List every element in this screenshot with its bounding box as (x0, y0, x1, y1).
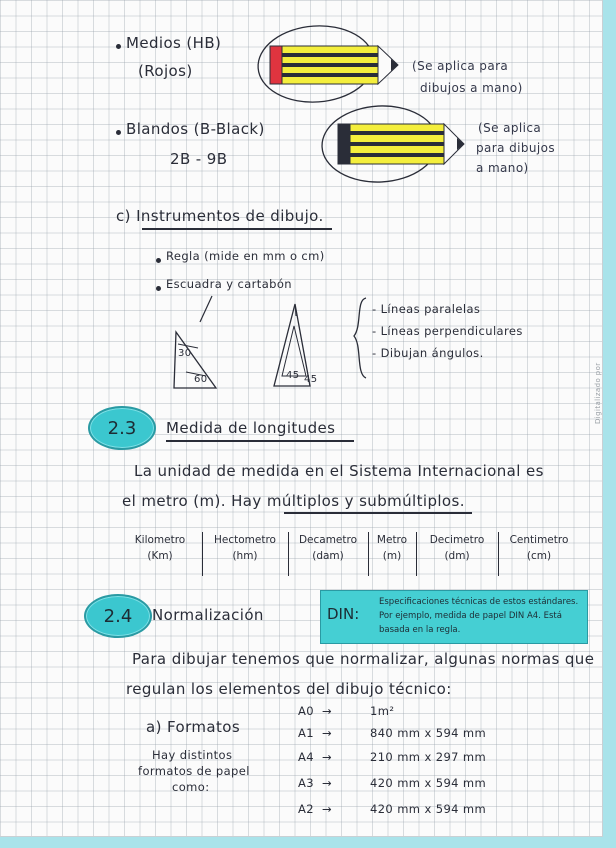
format-code: A2 (298, 802, 314, 816)
unit-abbr: (m) (382, 550, 402, 562)
bullet (116, 44, 121, 49)
use-angles: - Dibujan ángulos. (372, 346, 484, 360)
bullet (116, 130, 121, 135)
unit-cell (368, 532, 416, 576)
formatos-desc1: Hay distintos (152, 748, 233, 762)
bullet (156, 286, 161, 291)
arrow-icon: → (322, 776, 333, 790)
blandos-sub: 2B - 9B (170, 150, 228, 168)
arrow-icon: → (322, 726, 333, 740)
medios-sub: (Rojos) (138, 62, 193, 80)
unit-abbr: (hm) (232, 550, 258, 562)
unit-abbr: (dam) (312, 550, 344, 562)
formatos-desc3: como: (172, 780, 210, 794)
unit-abbr: (cm) (526, 550, 552, 562)
din-definition-box (320, 590, 588, 644)
multiples-underline (284, 512, 472, 514)
format-size: 210 mm x 297 mm (370, 750, 487, 764)
format-code: A1 (298, 726, 314, 740)
section23-line1: La unidad de medida en el Sistema Internacional es (134, 462, 544, 480)
arrow-icon: → (322, 704, 333, 718)
pencil-b-drawing (322, 104, 472, 184)
use-perpendicular: - Líneas perpendiculares (372, 324, 523, 338)
escuadra-text: Escuadra y cartabón (166, 277, 292, 291)
unit-cell (118, 532, 202, 576)
format-code: A0 (298, 704, 314, 718)
blandos-note-line2: para dibujos (476, 141, 555, 155)
unit-cell (416, 532, 498, 576)
section23-title: Medida de longitudes (166, 419, 336, 437)
curly-brace (350, 296, 370, 380)
side-watermark: Digitalizado por (594, 362, 602, 424)
format-size: 420 mm x 594 mm (370, 776, 487, 790)
unit-name: Decimetro (429, 534, 485, 546)
din-text: Especificaciones técnicas de estos estándares. Por ejemplo, medida de papel DIN A4. Está basada en la regla. (379, 597, 579, 635)
arrow-icon: → (322, 750, 333, 764)
medios-note-line2: dibujos a mano) (420, 81, 523, 95)
format-size: 840 mm x 594 mm (370, 726, 487, 740)
format-code: A4 (298, 750, 314, 764)
format-size: 1m² (370, 704, 395, 718)
unit-name: Centimetro (509, 534, 569, 546)
section-number-badge: 2.3 (88, 406, 156, 450)
medios-note-line1: (Se aplica para (412, 59, 509, 73)
format-code: A3 (298, 776, 314, 790)
medios-label: Medios (HB) (126, 34, 222, 52)
section24-line2: regulan los elementos del dibujo técnico: (126, 680, 452, 698)
arrow-icon: → (322, 802, 333, 816)
title-underline (166, 440, 354, 442)
triangle2-angle-right: 45 (304, 374, 318, 385)
unit-cell (498, 532, 580, 576)
formatos-desc2: formatos de papel (138, 764, 250, 778)
unit-name: Hectometro (214, 534, 276, 546)
use-parallel: - Líneas paralelas (372, 302, 481, 316)
unit-abbr: (Km) (147, 550, 173, 562)
section24-line1: Para dibujar tenemos que normalizar, algunas normas que (132, 650, 595, 668)
heading-underline (142, 228, 332, 230)
triangle1-angle-bottom: 60 (194, 374, 208, 385)
section24-title: Normalización (152, 606, 264, 624)
blandos-note-line3: a mano) (476, 161, 529, 175)
blandos-note-line1: (Se aplica (478, 121, 542, 135)
unit-cell (288, 532, 368, 576)
blandos-label: Blandos (B-Black) (126, 120, 265, 138)
unit-name: Metro (376, 534, 408, 546)
triangle1-angle-top: 30 (178, 348, 192, 359)
regla-text: Regla (mide en mm o cm) (166, 249, 325, 263)
section-number-badge: 2.4 (84, 594, 152, 638)
section23-line2: el metro (m). Hay múltiplos y submúltiplos. (122, 492, 465, 510)
unit-abbr: (dm) (444, 550, 470, 562)
triangle2-angle-left: 45 (286, 370, 300, 381)
metric-units-table (118, 532, 580, 576)
instrumentos-heading: c) Instrumentos de dibujo. (116, 207, 324, 225)
unit-name: Kilometro (134, 534, 186, 546)
pencil-hb-drawing (258, 24, 408, 104)
formatos-heading: a) Formatos (146, 718, 241, 736)
format-size: 420 mm x 594 mm (370, 802, 487, 816)
unit-cell (202, 532, 288, 576)
din-label: DIN: (327, 605, 360, 623)
unit-name: Decametro (298, 534, 358, 546)
bullet (156, 258, 161, 263)
